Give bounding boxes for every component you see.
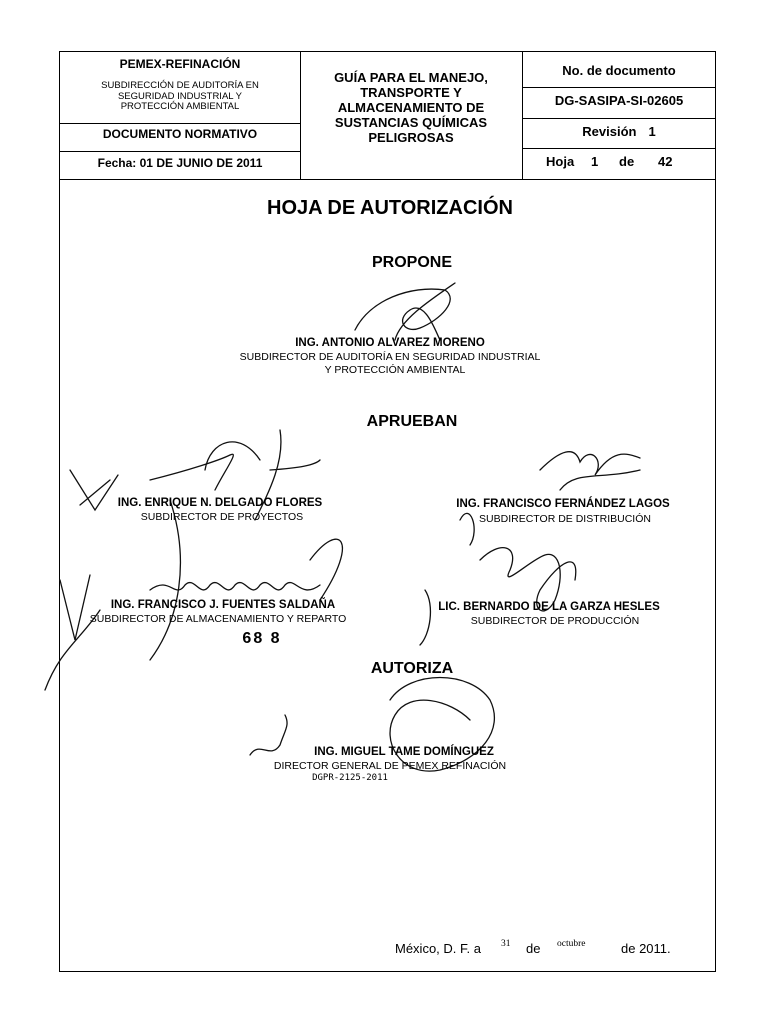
autoriza-name: ING. MIGUEL TAME DOMÍNGUEZ — [314, 746, 494, 758]
subdirection-name — [60, 81, 300, 113]
signer-name: LIC. BERNARDO DE LA GARZA HESLES — [438, 601, 660, 613]
aprueban-heading: APRUEBAN — [366, 413, 458, 430]
signer-role: SUBDIRECTOR DE ALMACENAMIENTO Y REPARTO — [89, 613, 347, 625]
header-rule — [60, 123, 300, 124]
header-rule — [522, 118, 716, 119]
subdirection-line: SUBDIRECCIÓN DE AUDITORÍA EN — [101, 80, 259, 91]
sheet-number: 1 — [591, 154, 599, 169]
sheet-label: Hoja — [546, 154, 575, 169]
autoriza-heading: AUTORIZA — [370, 660, 454, 677]
signer-role: SUBDIRECTOR DE PROYECTOS — [140, 511, 304, 523]
footer-day: 31 — [501, 939, 511, 949]
propone-heading: PROPONE — [371, 254, 453, 271]
document-header — [60, 52, 715, 180]
authorization-title: HOJA DE AUTORIZACIÓN — [267, 197, 513, 219]
signer-name: ING. ENRIQUE N. DELGADO FLORES — [117, 497, 323, 509]
subdirection-line: SEGURIDAD INDUSTRIAL Y — [117, 90, 243, 102]
header-rule — [522, 87, 716, 88]
propone-name: ING. ANTONIO ALVAREZ MORENO — [295, 337, 485, 349]
signer-role: SUBDIRECTOR DE PRODUCCIÓN — [470, 615, 640, 627]
subdirection-line: PROTECCIÓN AMBIENTAL — [120, 101, 240, 112]
stamp-number: 68 8 — [242, 630, 282, 647]
autoriza-reference: DGPR-2125-2011 — [312, 773, 388, 783]
footer-month: octubre — [557, 939, 586, 949]
revision — [522, 124, 716, 139]
doc-number-label: No. de documento — [562, 63, 676, 78]
document-date: Fecha: 01 DE JUNIO DE 2011 — [97, 156, 263, 170]
signer-name: ING. FRANCISCO J. FUENTES SALDAÑA — [110, 599, 336, 611]
footer-de: de — [526, 941, 541, 956]
autoriza-role: DIRECTOR GENERAL DE PEMEX REFINACIÓN — [273, 760, 507, 772]
organization-name: PEMEX-REFINACIÓN — [119, 57, 241, 71]
document-type: DOCUMENTO NORMATIVO — [102, 127, 258, 141]
doc-number: DG-SASIPA-SI-02605 — [554, 93, 684, 108]
revision-label: Revisión — [582, 124, 637, 139]
footer-year: de 2011. — [621, 941, 671, 956]
title-line: GUÍA PARA EL MANEJO, — [334, 70, 488, 85]
title-line: ALMACENAMIENTO DE — [337, 100, 485, 115]
propone-role: SUBDIRECTOR DE AUDITORÍA EN SEGURIDAD INDUSTRIAL — [239, 351, 541, 363]
title-line: PELIGROSAS — [368, 130, 454, 145]
document-title — [300, 70, 522, 145]
title-line: SUSTANCIAS QUÍMICAS — [334, 115, 488, 130]
signer-name: ING. FRANCISCO FERNÁNDEZ LAGOS — [456, 498, 670, 510]
signer-role: SUBDIRECTOR DE DISTRIBUCIÓN — [479, 513, 651, 525]
propone-role: Y PROTECCIÓN AMBIENTAL — [324, 364, 466, 376]
sheet-of: de — [619, 154, 635, 169]
header-rule — [60, 151, 300, 152]
title-line: TRANSPORTE Y — [360, 85, 462, 100]
footer-place: México, D. F. a — [395, 941, 481, 956]
sheet-total: 42 — [658, 154, 673, 169]
revision-number: 1 — [648, 124, 656, 139]
header-rule — [522, 148, 716, 149]
